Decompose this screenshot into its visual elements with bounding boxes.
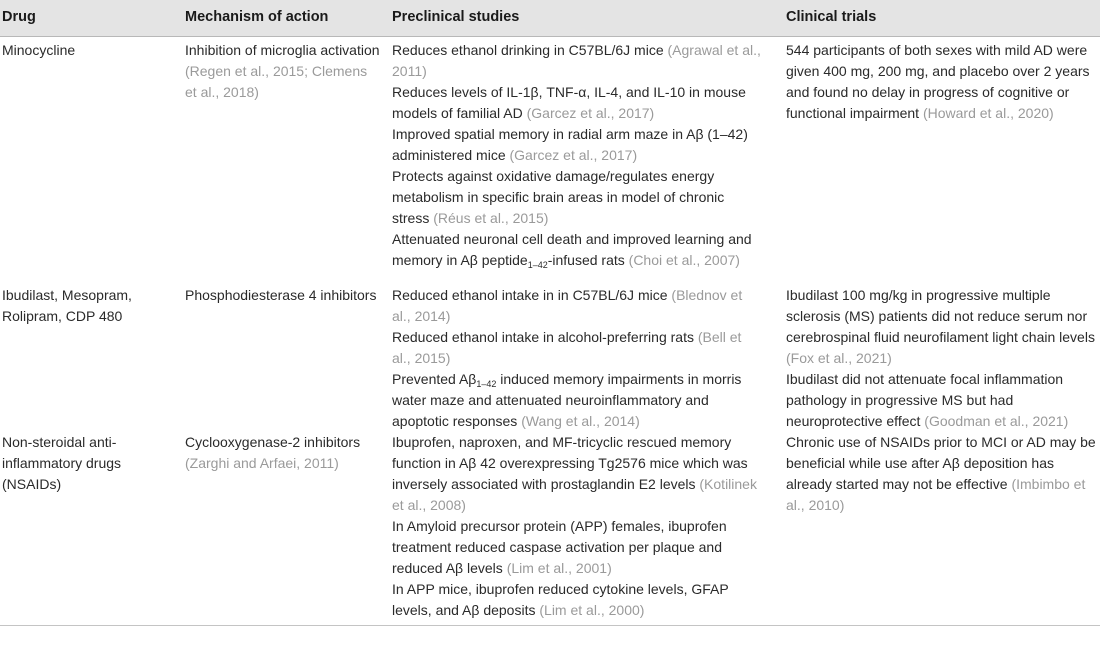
mechanism-cell: Phosphodiesterase 4 inhibitors [185, 287, 377, 303]
citation-link[interactable]: (Howard et al., 2020) [922, 105, 1054, 121]
mechanism-cell: Inhibition of microglia activation (Regen et al., 2015; Clemens et al., 2018) [185, 42, 380, 100]
preclinical-finding: Ibuprofen, naproxen, and MF-tricyclic rescued memory function in Aβ 42 overexpressing Tg2576 mice which was inversely associated with prostaglandin E2 levels (Kotilinek et al., 2008) [392, 434, 757, 513]
citation-link[interactable]: (Goodman et al., 2021) [924, 413, 1069, 429]
preclinical-finding: Attenuated neuronal cell death and improved learning and memory in Aβ peptide$_{1-42}$-infused rats (Choi et al., 2007) [392, 231, 752, 270]
preclinical-finding: Improved spatial memory in radial arm maze in Aβ (1–42) administered mice (Garcez et al., 2017) [392, 126, 748, 163]
preclinical-finding: Reduced ethanol intake in in C57BL/6J mice (Blednov et al., 2014) [392, 287, 743, 324]
clinical-cell [786, 432, 1098, 516]
column-header-drug: Drug [2, 9, 36, 25]
header-divider [0, 36, 1100, 37]
preclinical-finding: Protects against oxidative damage/regulates energy metabolism in specific brain areas in model of chronic stress (Réus et al., 2015) [392, 168, 725, 226]
clinical-finding: Chronic use of NSAIDs prior to MCI or AD may be beneficial while use after Aβ deposition has already started may not be effective (Imbimbo et al., 2010) [786, 434, 1096, 513]
clinical-finding: Ibudilast 100 mg/kg in progressive multiple sclerosis (MS) patients did not reduce serum nor cerebrospinal fluid neurofilament light chain levels (Fox et al., 2021) [786, 287, 1095, 366]
column-header-mechanism: Mechanism of action [185, 9, 329, 25]
citation-link[interactable]: (Lim et al., 2001) [506, 560, 612, 576]
drug-cell: Non-steroidal anti-inflammatory drugs (NSAIDs) [2, 434, 122, 492]
citation-link[interactable]: (Garcez et al., 2017) [509, 147, 638, 163]
preclinical-finding: Reduced ethanol intake in alcohol-preferring rats (Bell et al., 2015) [392, 329, 742, 366]
preclinical-finding: Reduces levels of IL-1β, TNF-α, IL-4, and IL-10 in mouse models of familial AD (Garcez et al., 2017) [392, 84, 746, 121]
preclinical-finding: In APP mice, ibuprofen reduced cytokine levels, GFAP levels, and Aβ deposits (Lim et al., 2000) [392, 581, 729, 618]
clinical-cell [786, 40, 1098, 124]
column-header-preclinical: Preclinical studies [392, 9, 520, 25]
preclinical-cell [392, 432, 762, 621]
citation-link[interactable]: (Wang et al., 2014) [521, 413, 640, 429]
preclinical-finding: In Amyloid precursor protein (APP) females, ibuprofen treatment reduced caspase activation per plaque and reduced Aβ levels (Lim et al., 2001) [392, 518, 727, 576]
citation-link[interactable]: (Regen et al., 2015; Clemens et al., 2018) [185, 63, 368, 100]
drug-cell: Minocycline [2, 42, 76, 58]
column-header-clinical: Clinical trials [786, 9, 877, 25]
clinical-finding: 544 participants of both sexes with mild AD were given 400 mg, 200 mg, and placebo over 2 years and found no delay in progress of cognitive or functional impairment (Howard et al., 2020) [786, 42, 1090, 121]
citation-link[interactable]: (Fox et al., 2021) [786, 350, 892, 366]
drug-cell: Ibudilast, Mesopram, Rolipram, CDP 480 [2, 287, 132, 324]
citation-link[interactable]: (Zarghi and Arfaei, 2011) [185, 455, 339, 471]
citation-link[interactable]: (Lim et al., 2000) [539, 602, 645, 618]
preclinical-finding: Prevented $A\beta_{1-42}$ induced memory impairments in morris water maze and attenuated neuroinflammatory and apoptotic responses (Wang et al., 2014) [392, 371, 742, 429]
citation-link[interactable]: (Imbimbo et al., 2010) [786, 476, 1086, 513]
citation-link[interactable]: (Garcez et al., 2017) [526, 105, 655, 121]
citation-link[interactable]: (Blednov et al., 2014) [392, 287, 743, 324]
preclinical-cell [392, 285, 762, 432]
preclinical-finding: Reduces ethanol drinking in C57BL/6J mice (Agrawal et al., 2011) [392, 42, 761, 79]
citation-link[interactable]: (Réus et al., 2015) [433, 210, 549, 226]
citation-link[interactable]: (Bell et al., 2015) [392, 329, 742, 366]
citation-link[interactable]: (Agrawal et al., 2011) [392, 42, 761, 79]
clinical-cell [786, 285, 1098, 432]
table-bottom-border [0, 625, 1100, 626]
mechanism-cell: Cyclooxygenase-2 inhibitors (Zarghi and Arfaei, 2011) [185, 434, 361, 471]
clinical-finding: Ibudilast did not attenuate focal inflammation pathology in progressive MS but had neuroprotective effect (Goodman et al., 2021) [786, 371, 1069, 429]
preclinical-cell [392, 40, 762, 271]
citation-link[interactable]: (Kotilinek et al., 2008) [392, 476, 757, 513]
citation-link[interactable]: (Choi et al., 2007) [628, 252, 740, 268]
